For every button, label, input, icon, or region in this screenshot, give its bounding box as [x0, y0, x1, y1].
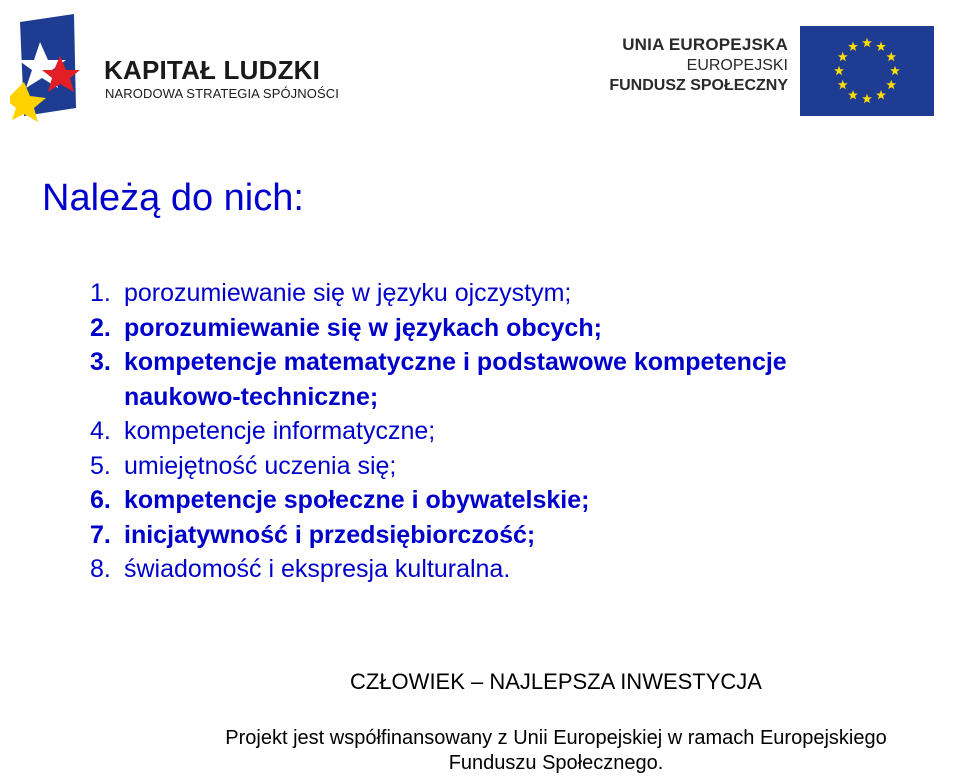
list-item — [90, 414, 950, 449]
list-item — [90, 276, 950, 311]
kapital-ludzki-title: KAPITAŁ LUDZKI — [104, 55, 321, 85]
list-item-text: kompetencje informatyczne; — [124, 417, 436, 445]
list-item-number: 3. — [90, 348, 111, 376]
list-item-text: naukowo-techniczne; — [124, 382, 379, 411]
eu-logo — [596, 26, 936, 118]
footer-line2: Funduszu Społecznego. — [448, 752, 664, 774]
list-item-number: 1. — [90, 279, 111, 307]
footer-note — [0, 726, 960, 776]
competence-list — [90, 276, 950, 587]
list-item-text: porozumiewanie się w językach obcych; — [124, 313, 602, 342]
list-item-text: świadomość i ekspresja kulturalna. — [124, 555, 511, 583]
list-item-continuation — [90, 380, 950, 415]
kapital-ludzki-star-icon — [10, 12, 94, 128]
page-heading: Należą do nich: — [42, 177, 304, 219]
list-item-number: 6. — [90, 486, 111, 514]
list-item-number: 5. — [90, 451, 111, 480]
kapital-ludzki-logo — [10, 12, 370, 132]
eu-logo-line2: EUROPEJSKI — [686, 57, 788, 74]
kapital-ludzki-subtitle: NARODOWA STRATEGIA SPÓJNOŚCI — [105, 86, 339, 101]
eu-flag-icon — [800, 26, 934, 116]
eu-logo-line1: UNIA EUROPEJSKA — [622, 35, 788, 54]
list-item-number: 8. — [90, 555, 111, 583]
footer-line1: Projekt jest współfinansowany z Unii Europejskiej w ramach Europejskiego — [225, 727, 887, 749]
list-item-number: 4. — [90, 417, 111, 445]
list-item — [90, 449, 950, 484]
list-item-text: inicjatywność i przedsiębiorczość; — [124, 520, 536, 549]
list-item-number: 2. — [90, 313, 111, 342]
slogan: CZŁOWIEK – NAJLEPSZA INWESTYCJA — [350, 669, 762, 694]
list-item-text: kompetencje społeczne i obywatelskie; — [124, 486, 590, 514]
list-item — [90, 345, 950, 380]
list-item-number: 7. — [90, 520, 111, 549]
list-item-text: porozumiewanie się w języku ojczystym; — [124, 279, 572, 307]
list-item — [90, 311, 950, 346]
eu-logo-text — [609, 34, 788, 96]
eu-logo-line3: FUNDUSZ SPOŁECZNY — [609, 77, 788, 94]
list-item — [90, 552, 950, 587]
list-item-text: kompetencje matematyczne i podstawowe kompetencje — [124, 348, 787, 376]
list-item — [90, 483, 950, 518]
list-item — [90, 518, 950, 553]
list-item-text: umiejętność uczenia się; — [124, 451, 397, 480]
